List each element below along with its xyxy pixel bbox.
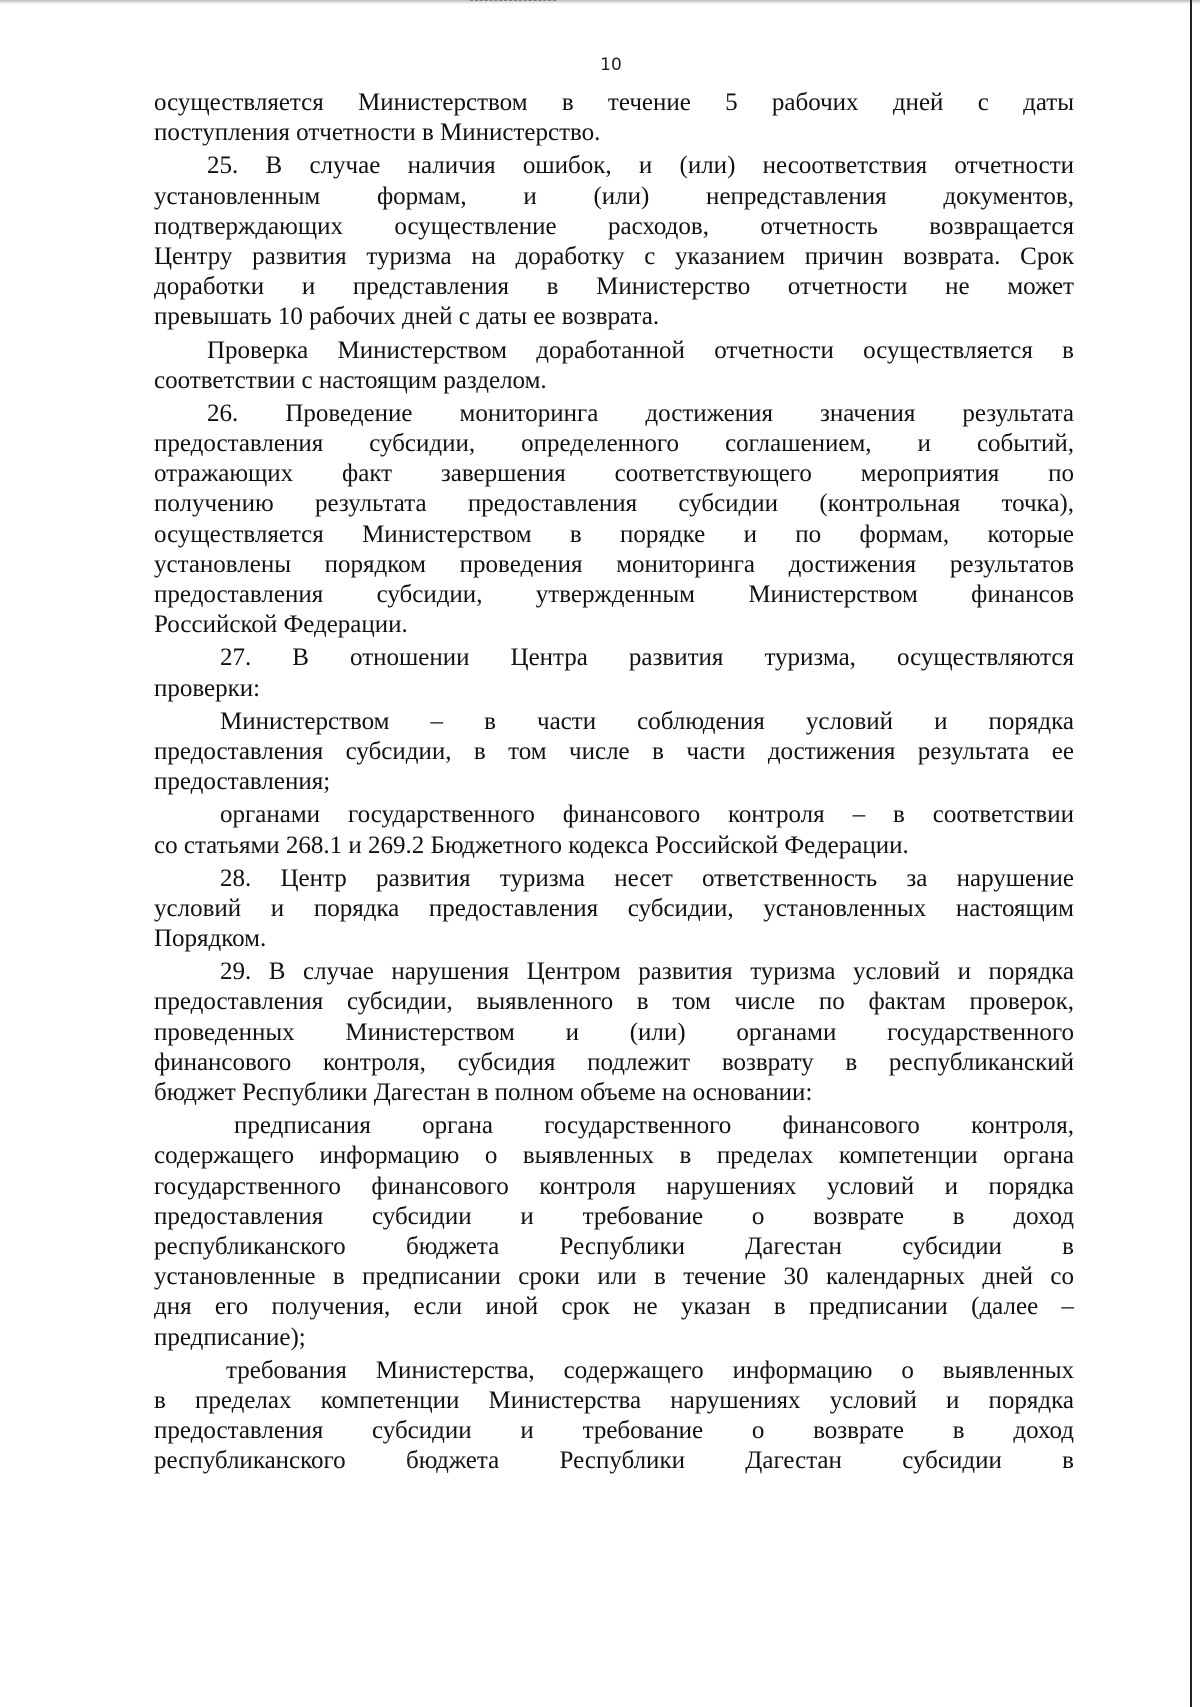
text-line: 27. В отношении Центра развития туризма, осуществляются xyxy=(220,644,1074,672)
text-line: содержащего информацию о выявленных в пределах компетенции органа xyxy=(154,1142,1074,1170)
text-line: бюджет Республики Дагестан в полном объеме на основании: xyxy=(154,1079,813,1106)
text-line: требования Министерства, содержащего информацию о выявленных xyxy=(226,1356,1074,1384)
text-line: предоставления; xyxy=(154,768,331,796)
scan-top-mark xyxy=(470,0,556,3)
text-line: предписание); xyxy=(154,1323,306,1351)
text-line: 25. В случае наличия ошибок, и (или) несоответствия отчетности xyxy=(207,152,1074,180)
text-line: предоставления субсидии, определенного соглашением, и событий, xyxy=(154,430,1074,458)
text-line: Проверка Министерством доработанной отчетности осуществляется в xyxy=(207,336,1074,364)
text-line: подтверждающих осуществление расходов, отчетность возвращается xyxy=(154,212,1074,240)
text-line: предоставления субсидии, утвержденным Министерством финансов xyxy=(154,581,1074,608)
text-line: республиканского бюджета Республики Дагестан субсидии в xyxy=(154,1232,1074,1260)
page-number: 10 xyxy=(600,55,622,75)
text-line: осуществляется Министерством в порядке и по формам, которые xyxy=(154,520,1074,548)
text-line: предоставления субсидии, выявленного в том числе по фактам проверок, xyxy=(154,988,1074,1016)
text-line: отражающих факт завершения соответствующего мероприятия по xyxy=(154,460,1074,488)
text-line: поступления отчетности в Министерство. xyxy=(154,119,601,147)
text-line: финансового контроля, субсидия подлежит возврату в республиканский xyxy=(154,1048,1074,1076)
text-line: получению результата предоставления субсидии (контрольная точка), xyxy=(154,490,1074,518)
text-line: Российской Федерации. xyxy=(154,611,408,639)
text-line: проверки: xyxy=(154,674,261,702)
text-line: проведенных Министерством и (или) органами государственного xyxy=(154,1018,1074,1046)
scan-top-edge xyxy=(0,0,1200,4)
text-line: доработки и представления в Министерство отчетности не может xyxy=(154,273,1074,301)
text-line: превышать 10 рабочих дней с даты ее возврата. xyxy=(154,303,660,331)
text-line: 26. Проведение мониторинга достижения значения результата xyxy=(207,399,1074,427)
text-line: со статьями 268.1 и 269.2 Бюджетного кодекса Российской Федерации. xyxy=(154,831,909,859)
text-line: 28. Центр развития туризма несет ответственность за нарушение xyxy=(220,864,1074,892)
text-line: органами государственного финансового контроля – в соответствии xyxy=(220,801,1074,829)
text-line: осуществляется Министерством в течение 5 рабочих дней с даты xyxy=(154,89,1074,116)
text-line: Порядком. xyxy=(154,925,267,953)
text-line: установленным формам, и (или) непредставления документов, xyxy=(154,182,1074,210)
text-line: в пределах компетенции Министерства нарушениях условий и порядка xyxy=(154,1386,1074,1414)
text-line: предписания органа государственного финансового контроля, xyxy=(234,1112,1074,1140)
scan-right-edge xyxy=(1190,0,1192,1707)
text-line: 29. В случае нарушения Центром развития туризма условий и порядка xyxy=(220,958,1074,986)
text-line: предоставления субсидии и требование о возврате в доход xyxy=(154,1417,1074,1445)
text-line: соответствии с настоящим разделом. xyxy=(154,366,547,394)
text-line: государственного финансового контроля нарушениях условий и порядка xyxy=(154,1172,1074,1200)
text-line: предоставления субсидии, в том числе в части достижения результата ее xyxy=(154,737,1074,765)
text-line: установлены порядком проведения мониторинга достижения результатов xyxy=(154,550,1074,578)
text-line: условий и порядка предоставления субсидии, установленных настоящим xyxy=(154,894,1074,922)
text-line: республиканского бюджета Республики Дагестан субсидии в xyxy=(154,1447,1074,1475)
text-line: дня его получения, если иной срок не указан в предписании (далее – xyxy=(154,1293,1074,1321)
document-body xyxy=(154,88,1074,1476)
text-line: Центру развития туризма на доработку с указанием причин возврата. Срок xyxy=(154,242,1074,270)
text-line: Министерством – в части соблюдения условий и порядка xyxy=(220,707,1074,735)
text-line: установленные в предписании сроки или в течение 30 календарных дней со xyxy=(154,1263,1074,1291)
text-line: предоставления субсидии и требование о возврате в доход xyxy=(154,1202,1074,1230)
